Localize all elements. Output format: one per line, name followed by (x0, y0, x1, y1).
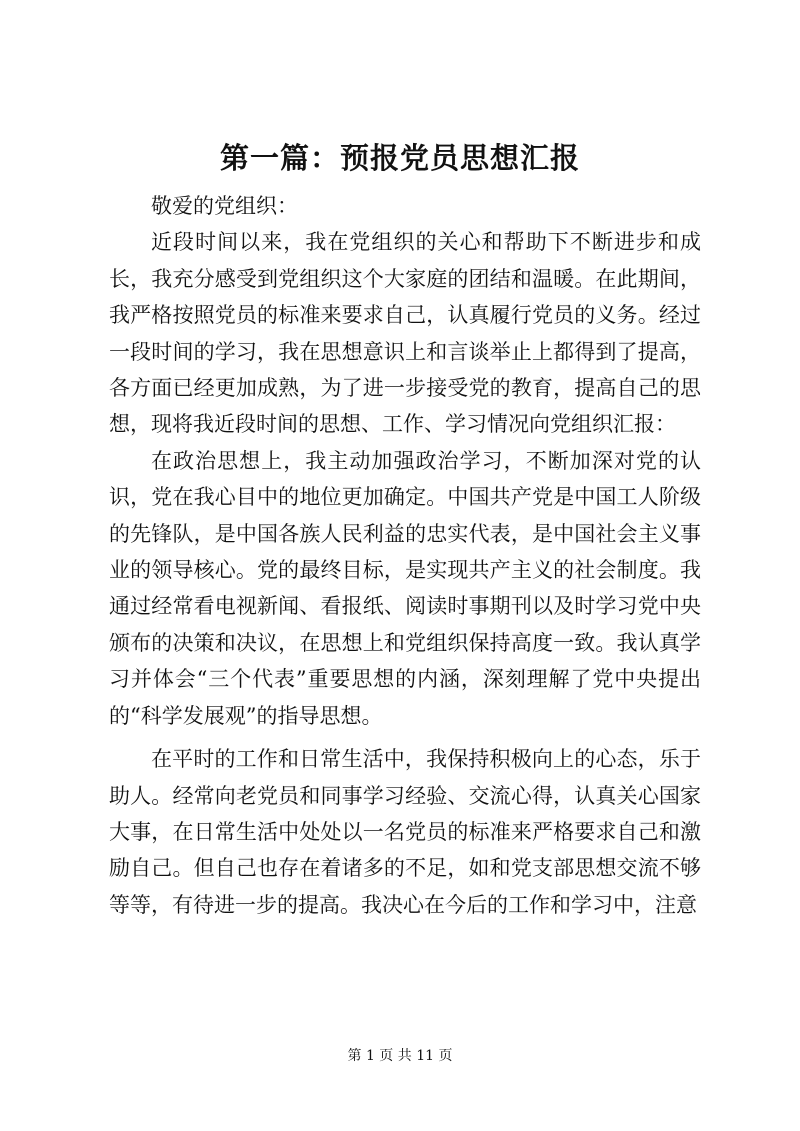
paragraph-2: 在政治思想上，我主动加强政治学习，不断加深对党的认识，党在我心目中的地位更加确定。中国共产党是中国工人阶级的先锋队，是中国各族人民利益的忠实代表，是中国社会主义事业的领导核心。党的最终目标，是实现共产主义的社会制度。我通过经常看电视新闻、看报纸、阅读时事期刊以及时学习党中央颁布的决策和决议，在思想上和党组织保持高度一致。我认真学习并体会“三个代表”重要思想的内涵，深刻理解了党中央提出的“科学发展观”的指导思想。 (109, 448, 701, 728)
page-footer: 第 1 页 共 11 页 (347, 1048, 453, 1064)
document-body (109, 188, 701, 923)
document-title: 第一篇：预报党员思想汇报 (219, 141, 580, 175)
paragraph-3: 在平时的工作和日常生活中，我保持积极向上的心态，乐于助人。经常向老党员和同事学习经验、交流心得，认真关心国家大事，在日常生活中处处以一名党员的标准来严格要求自己和激励自己。但自己也存在着诸多的不足，如和党支部思想交流不够等等，有待进一步的提高。我决心在今后的工作和学习中，注意 (109, 747, 701, 917)
salutation: 敬爱的党组织： (151, 194, 298, 218)
paragraph-1: 近段时间以来，我在党组织的关心和帮助下不断进步和成长，我充分感受到党组织这个大家庭的团结和温暖。在此期间，我严格按照党员的标准来要求自己，认真履行党员的义务。经过一段时间的学习，我在思想意识上和言谈举止上都得到了提高，各方面已经更加成熟，为了进一步接受党的教育，提高自己的思想，现将我近段时间的思想、工作、学习情况向党组织汇报： (109, 230, 701, 437)
